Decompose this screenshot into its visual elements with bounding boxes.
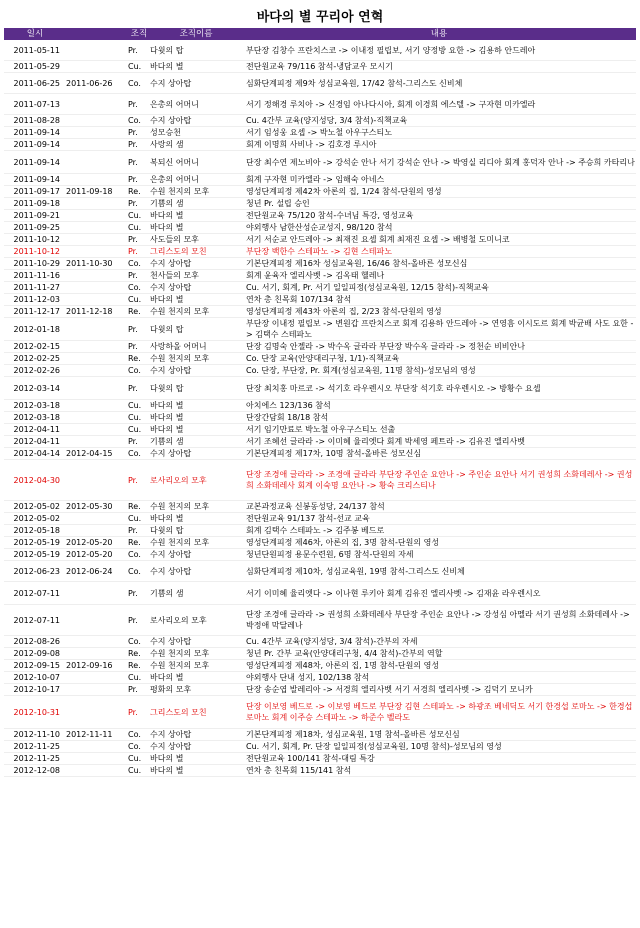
row-content: 부단장 이내정 필립보 -> 변원갑 프란치스코 회계 김용하 안드레아 -> 연영흠 이시도르 회계 박균배 사도 요한 -> 김택수 스테파노 [246,319,634,339]
row-start-date: 2012-11-25 [13,754,60,763]
row-org-name: 바다의 별 [150,766,184,775]
row-content: 서기 조혜선 글라라 -> 이미혜 율리엣다 회계 박세영 페트라 -> 김유진 엘리사벳 [246,437,525,446]
row-content: 서기 임성웅 요셉 -> 박노철 아우구스티노 [246,128,392,137]
row-org-name: 성모승천 [150,128,181,137]
table-row [4,341,636,353]
row-end-date: 2011-06-26 [66,78,113,88]
row-start-date: 2012-04-11 [13,437,60,446]
table-row [4,636,636,648]
table-row [4,61,636,73]
row-content: 야외행사 단내 성지, 102/138 참석 [246,673,370,682]
row-org-name: 수지 상아탑 [150,78,192,88]
table-row [4,377,636,400]
row-start-date: 2011-09-25 [13,223,60,232]
table-row [4,660,636,672]
header-name: 조직이름 [179,29,213,39]
table-row [4,258,636,270]
row-end-date: 2011-10-30 [66,259,113,268]
row-content: 서기 정해경 루치아 -> 신경임 아나다시아, 회계 이경희 에스텔 -> 구자현 미카엘라 [246,99,536,109]
row-org-name: 수원 천지의 모후 [150,187,210,196]
table-row [4,400,636,412]
table-row [4,270,636,282]
row-end-date: 2011-12-18 [66,307,113,316]
row-org-name: 바다의 별 [150,425,184,434]
table-row [4,234,636,246]
row-org-type: Cu. [128,754,142,763]
row-end-date: 2011-09-18 [66,187,113,196]
row-start-date: 2012-04-11 [13,425,60,434]
row-org-name: 수지 상아탑 [150,259,192,268]
table-row [4,605,636,636]
row-content: 단장 김명숙 안젤라 -> 박수옥 글라라 부단장 박수옥 글라라 -> 정천순 비비안나 [246,342,525,351]
table-row [4,460,636,501]
header-date: 일시 [26,29,44,39]
row-org-type: Pr. [128,175,138,184]
row-org-type: Co. [128,637,141,646]
row-org-type: Co. [128,259,141,268]
row-content: 심화단계피정 제9차 성심교육원, 17/42 참석-그리스도 신비체 [246,78,463,88]
row-org-type: Pr. [128,45,138,55]
row-end-date: 2012-05-30 [66,502,113,511]
row-start-date: 2012-05-02 [13,514,60,523]
row-org-name: 수원 천지의 모후 [150,538,210,547]
row-org-type: Pr. [128,157,138,167]
row-start-date: 2011-08-28 [13,116,60,125]
row-org-name: 평화의 모후 [150,685,192,694]
row-org-type: Co. [128,550,141,559]
row-org-name: 수지 상아탑 [150,366,192,375]
row-org-name: 수원 천지의 모후 [150,661,210,670]
row-content: 단장 최치홍 마르코 -> 석기호 라우렌시오 부단장 석기호 라우렌시오 -> 방황수 요셉 [246,383,541,393]
row-org-type: Cu. [128,295,142,304]
row-start-date: 2012-08-26 [13,637,60,646]
row-start-date: 2012-10-17 [13,685,60,694]
row-start-date: 2011-09-18 [13,199,60,208]
row-content: 부단장 백한수 스테파노 -> 김현 스테파노 [246,247,392,256]
table-row [4,501,636,513]
row-org-name: 수원 천지의 모후 [150,649,210,658]
table-row [4,729,636,741]
row-start-date: 2011-10-12 [13,235,60,244]
row-end-date: 2012-09-16 [66,661,113,670]
row-org-type: Pr. [128,342,138,351]
row-content: 단장 조경애 글라라 -> 권성희 소화데레사 부단장 주인순 요안나 -> 강성심 아멜라 서기 권성희 소화데레사 -> 박정애 막달레나 [246,610,630,630]
row-start-date: 2011-09-14 [13,128,60,137]
row-org-name: 다윗의 탑 [150,383,184,393]
row-org-type: Co. [128,742,141,751]
row-org-name: 사랑하올 어머니 [150,342,207,351]
table-row [4,115,636,127]
row-start-date: 2011-06-25 [13,78,60,88]
row-start-date: 2012-10-07 [13,673,60,682]
history-table [4,40,636,777]
row-org-name: 다윗의 탑 [150,324,184,334]
table-row [4,139,636,151]
row-start-date: 2011-09-21 [13,211,60,220]
row-content: 단장 조경애 글라라 -> 조경애 글라라 부단장 주인순 요안나 -> 주인순 요안나 서기 권성희 소화데레사 -> 권성희 소화데레사 회계 이숙명 요안나 -> 황숙 크리스티나 [246,470,633,490]
row-content: 교본과정교육 신봉동성당, 24/137 참석 [246,502,385,511]
table-row [4,365,636,377]
row-org-type: Pr. [128,588,138,598]
row-org-name: 로사리오의 모후 [150,615,207,625]
row-content: 청년 Pr. 간부 교육(안양대리구청, 4/4 참석)-간부의 역할 [246,649,443,658]
row-start-date: 2011-09-14 [13,175,60,184]
row-content: 연차 총 친목회 107/134 참석 [246,295,352,304]
table-row [4,741,636,753]
row-start-date: 2012-03-18 [13,413,60,422]
row-org-name: 기쁨의 샘 [150,199,184,208]
row-content: 영성단계피정 제43차 아론의 집, 2/23 참석-단원의 영성 [246,307,442,316]
row-content: 전단원교육 91/137 참석-선교 교육 [246,514,370,523]
row-org-name: 사도들의 모후 [150,235,199,244]
table-row [4,582,636,605]
table-row [4,186,636,198]
table-row [4,73,636,94]
row-start-date: 2011-11-16 [13,271,60,280]
row-org-name: 바다의 별 [150,62,184,71]
row-start-date: 2012-10-31 [13,707,60,717]
table-row [4,127,636,139]
row-org-type: Cu. [128,401,142,410]
row-org-type: Cu. [128,766,142,775]
row-org-type: Pr. [128,128,138,137]
row-org-name: 그리스도의 모친 [150,707,207,717]
row-start-date: 2011-09-14 [13,140,60,149]
row-org-name: 바다의 별 [150,223,184,232]
row-org-name: 바다의 별 [150,413,184,422]
row-org-type: Co. [128,116,141,125]
row-org-type: Cu. [128,514,142,523]
row-org-type: Pr. [128,324,138,334]
row-content: 회계 김택수 스테파노 -> 김주봉 베드로 [246,526,385,535]
row-start-date: 2012-07-11 [13,588,60,598]
table-row [4,353,636,365]
row-content: 단장 송순엽 발레리아 -> 서경희 엘리사벳 서기 서경희 엘리사벳 -> 김덕기 모니카 [246,685,533,694]
row-content: Co. 단장, 부단장, Pr. 회계(성심교육원, 11명 참석)-성모님의 영성 [246,366,476,375]
row-org-name: 수원 천지의 모후 [150,307,210,316]
row-org-name: 그리스도의 모친 [150,247,207,256]
row-content: 야외행사 남한산성순교성지, 98/120 참석 [246,223,393,232]
row-org-name: 수지 상아탑 [150,730,192,739]
row-org-type: Pr. [128,526,138,535]
row-org-name: 수지 상아탑 [150,550,192,559]
row-content: 서기 서순교 안드레아 -> 최재진 요셉 회계 최재진 요셉 -> 배병철 도미니코 [246,235,510,244]
table-row [4,648,636,660]
row-start-date: 2012-05-19 [13,538,60,547]
row-org-type: Co. [128,283,141,292]
table-row [4,151,636,174]
row-org-name: 수지 상아탑 [150,637,192,646]
row-content: 회계 이명희 사비나 -> 김호경 루시아 [246,140,377,149]
row-org-name: 수지 상아탑 [150,116,192,125]
row-content: 단장 이보영 베드로 -> 이보영 베드로 부단장 김현 스테파노 -> 하광조 베네딕도 서기 한경섭 로마노 -> 한경섭 로마노 회계 이주승 스테파노 -> 하준수 벨라도 [246,702,633,722]
table-row [4,412,636,424]
row-org-name: 바다의 별 [150,673,184,682]
row-org-name: 수지 상아탑 [150,449,192,458]
table-row [4,318,636,341]
row-content: 서기 임기만료로 박노철 아우구스티노 선출 [246,425,396,434]
row-org-name: 바다의 별 [150,401,184,410]
row-content: 전단원교육 79/116 참석-냉담교우 모시기 [246,62,393,71]
row-content: Co. 단장 교육(안양대리구청, 1/1)-직책교육 [246,354,400,363]
header-date-end [66,28,128,40]
row-org-type: Re. [128,649,141,658]
row-content: 영성단계피정 제48차, 아론의 집, 1명 참석-단원의 영성 [246,661,440,670]
row-start-date: 2011-07-13 [13,99,60,109]
row-org-type: Pr. [128,437,138,446]
row-org-type: Re. [128,538,141,547]
row-org-name: 바다의 별 [150,754,184,763]
table-row [4,222,636,234]
row-org-type: Co. [128,78,141,88]
row-content: 기본단계피정 제16차 성심교육원, 16/46 참석-올바른 성모신심 [246,259,468,268]
row-org-type: Pr. [128,615,138,625]
row-content: 영성단계피정 제46차, 아론의 집, 3명 참석-단원의 영성 [246,538,440,547]
row-start-date: 2012-07-11 [13,615,60,625]
table-row [4,94,636,115]
row-org-name: 바다의 별 [150,295,184,304]
table-row [4,294,636,306]
row-org-name: 은총의 어머니 [150,99,199,109]
row-org-type: Co. [128,730,141,739]
row-start-date: 2011-05-11 [13,45,60,55]
row-org-name: 로사리오의 모후 [150,475,207,485]
table-row [4,424,636,436]
row-end-date: 2012-05-20 [66,550,113,559]
table-row [4,174,636,186]
row-org-name: 수지 상아탑 [150,742,192,751]
row-org-type: Pr. [128,99,138,109]
row-start-date: 2011-12-17 [13,307,60,316]
row-org-type: Pr. [128,383,138,393]
row-org-name: 수지 상아탑 [150,566,192,576]
row-end-date: 2012-11-11 [66,730,113,739]
row-end-date: 2012-06-24 [66,566,113,576]
row-content: 회계 윤육자 엘리사벳 -> 김옥태 헬레나 [246,271,385,280]
table-row [4,448,636,460]
row-start-date: 2012-03-18 [13,401,60,410]
row-content: 부단장 김창수 프란치스코 -> 이내정 필립보, 서기 양정방 요한 -> 김용하 안드레아 [246,45,536,55]
table-row [4,210,636,222]
row-start-date: 2012-02-25 [13,354,60,363]
row-start-date: 2012-05-18 [13,526,60,535]
row-org-type: Co. [128,449,141,458]
row-org-name: 다윗의 탑 [150,45,184,55]
row-content: 기본단계피정 제18차, 성심교육원, 1명 참석-올바른 성모신심 [246,730,460,739]
table-row [4,436,636,448]
row-start-date: 2012-04-14 [13,449,60,458]
row-content: Cu. 4간부 교육(양지성당, 3/4 참석)-직책교육 [246,116,408,125]
row-org-type: Cu. [128,62,142,71]
row-org-type: Re. [128,661,141,670]
row-org-type: Pr. [128,271,138,280]
row-content: Cu. 4간부 교육(양지성당, 3/4 참석)-간부의 자세 [246,637,418,646]
row-start-date: 2012-04-30 [13,475,60,485]
row-org-type: Re. [128,187,141,196]
row-org-name: 바다의 별 [150,211,184,220]
table-row [4,537,636,549]
row-start-date: 2012-11-10 [13,730,60,739]
page-title: 바다의 별 꾸리아 연혁 [256,10,384,25]
row-org-name: 복되신 어머니 [150,157,199,167]
row-start-date: 2012-02-26 [13,366,60,375]
row-content: 서기 이미혜 율리엣다 -> 이나현 루키아 회계 김유진 엘리사벳 -> 김재윤 라우렌시오 [246,588,541,598]
row-org-name: 수원 천지의 모후 [150,502,210,511]
row-start-date: 2012-06-23 [13,566,60,576]
row-start-date: 2011-10-29 [13,259,60,268]
table-row [4,672,636,684]
table-row [4,696,636,729]
table-row [4,513,636,525]
row-org-type: Cu. [128,413,142,422]
row-end-date: 2012-04-15 [66,449,113,458]
row-start-date: 2012-03-14 [13,383,60,393]
row-content: Cu. 서기, 회계, Pr. 단장 일일피정(성심교육원, 10명 참석)-성모님의 영성 [246,742,502,751]
row-org-name: 기쁨의 샘 [150,588,184,598]
row-start-date: 2011-05-29 [13,62,60,71]
row-content: 전단원교육 100/141 참석-대림 특강 [246,754,375,763]
row-content: 영성단계피정 제42차 아론의 집, 1/24 참석-단원의 영성 [246,187,442,196]
row-org-name: 바다의 별 [150,514,184,523]
row-org-type: Cu. [128,673,142,682]
row-org-type: Pr. [128,199,138,208]
row-org-name: 기쁨의 샘 [150,437,184,446]
row-org-type: Co. [128,566,141,576]
row-start-date: 2012-02-15 [13,342,60,351]
table-row [4,561,636,582]
row-content: 단장간담회 18/18 참석 [246,413,329,422]
row-org-name: 은총의 어머니 [150,175,199,184]
row-org-type: Re. [128,502,141,511]
row-content: 전단원교육 75/120 참석-수녀님 특강, 영성교육 [246,211,414,220]
table-row [4,684,636,696]
row-org-type: Pr. [128,707,138,717]
table-row [4,198,636,210]
row-org-type: Re. [128,354,141,363]
row-content: 회계 구자현 미카엘라 -> 임해숙 아네스 [246,175,385,184]
row-start-date: 2011-09-14 [13,157,60,167]
row-org-name: 사랑의 샘 [150,140,184,149]
row-content: 연차 총 친목회 115/141 참석 [246,766,352,775]
row-org-type: Pr. [128,475,138,485]
table-row [4,40,636,61]
row-org-type: Cu. [128,223,142,232]
row-end-date: 2012-05-20 [66,538,113,547]
row-start-date: 2012-09-08 [13,649,60,658]
table-row [4,525,636,537]
row-org-type: Pr. [128,140,138,149]
table-header [4,28,636,40]
row-org-name: 천사들의 모후 [150,271,199,280]
row-content: 단장 최수연 제노비아 -> 강석순 안나 서기 강석순 안나 -> 박영실 리디아 회계 홍덕자 안나 -> 주승희 카타리나 [246,157,635,167]
row-content: 기본단계피정 제17차, 10명 참석-올바른 성모신심 [246,449,422,458]
row-content: 청년 Pr. 설립 승인 [246,199,310,208]
row-start-date: 2012-09-15 [13,661,60,670]
row-org-name: 다윗의 탑 [150,526,184,535]
row-start-date: 2011-11-27 [13,283,60,292]
row-content: 심화단계피정 제10차, 성심교육원, 19명 참석-그리스도 신비체 [246,566,465,576]
header-content: 내용 [430,29,448,39]
row-start-date: 2012-01-18 [13,324,60,334]
table-row [4,549,636,561]
row-org-type: Pr. [128,685,138,694]
header-org: 조직 [130,29,148,39]
row-org-type: Re. [128,307,141,316]
row-org-name: 수원 천지의 모후 [150,354,210,363]
row-start-date: 2012-05-02 [13,502,60,511]
row-org-type: Co. [128,366,141,375]
row-content: 청년단원피정 용문수련원, 6명 참석-단원의 자세 [246,550,414,559]
table-row [4,246,636,258]
table-row [4,753,636,765]
row-start-date: 2011-12-03 [13,295,60,304]
row-start-date: 2011-09-17 [13,187,60,196]
row-start-date: 2011-10-12 [13,247,60,256]
row-org-name: 수지 상아탑 [150,283,192,292]
row-start-date: 2012-05-19 [13,550,60,559]
row-start-date: 2012-12-08 [13,766,60,775]
table-row [4,282,636,294]
row-content: Cu. 서기, 회계, Pr. 서기 일일피정(성심교육원, 12/15 참석)-직책교육 [246,283,489,292]
row-org-type: Pr. [128,235,138,244]
row-org-type: Cu. [128,425,142,434]
table-row [4,765,636,777]
table-row [4,306,636,318]
row-start-date: 2012-11-25 [13,742,60,751]
row-org-type: Cu. [128,211,142,220]
row-content: 아치에스 123/136 참석 [246,401,331,410]
row-org-type: Pr. [128,247,138,256]
